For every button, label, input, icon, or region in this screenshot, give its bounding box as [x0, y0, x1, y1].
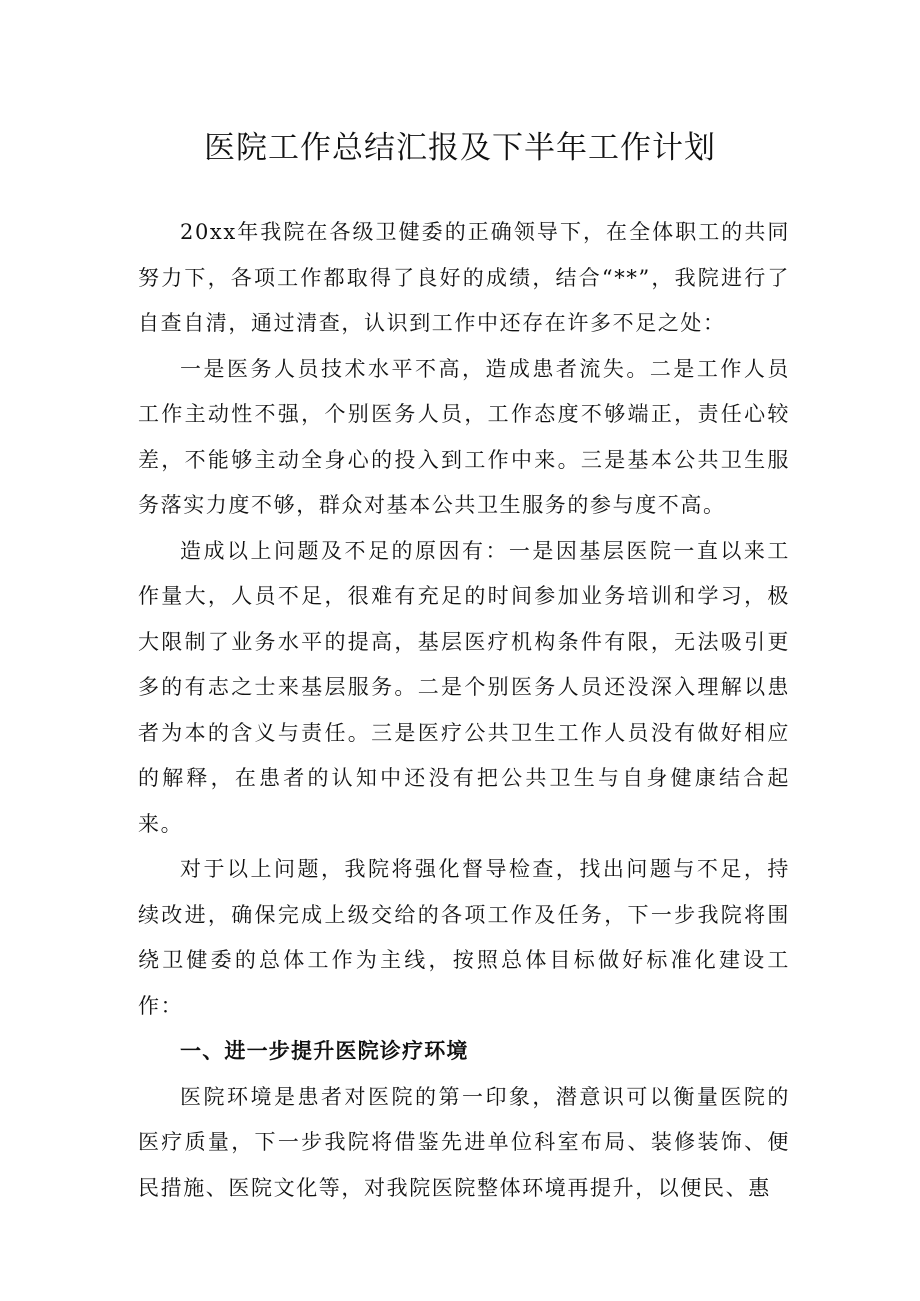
document-body: [138, 210, 790, 1211]
section-heading: 一、进一步提升医院诊疗环境: [180, 1039, 469, 1063]
causes-paragraph: 造成以上问题及不足的原因有：一是因基层医院一直以来工作量大，人员不足，很难有充足的时间参加业务培训和学习，极大限制了业务水平的提高，基层医疗机构条件有限，无法吸引更多的有志之士来基层服务。二是个别医务人员还没深入理解以患者为本的含义与责任。三是医疗公共卫生工作人员没有做好相应的解释，在患者的认知中还没有把公共卫生与自身健康结合起来。: [138, 538, 790, 836]
plan-paragraph: 对于以上问题，我院将强化督导检查，找出问题与不足，持续改进，确保完成上级交给的各项工作及任务，下一步我院将围绕卫健委的总体工作为主线，按照总体目标做好标准化建设工作：: [138, 857, 790, 1018]
document-title: 医院工作总结汇报及下半年工作计划: [204, 130, 716, 166]
problems-paragraph: 一是医务人员技术水平不高，造成患者流失。二是工作人员工作主动性不强，个别医务人员，工作态度不够端正，责任心较差，不能够主动全身心的投入到工作中来。三是基本公共卫生服务落实力度不够，群众对基本公共卫生服务的参与度不高。: [138, 356, 790, 517]
section-paragraph: 医院环境是患者对医院的第一印象，潜意识可以衡量医院的医疗质量，下一步我院将借鉴先进单位科室布局、装修装饰、便民措施、医院文化等，对我院医院整体环境再提升，以便民、惠: [138, 1084, 790, 1200]
intro-paragraph: 20xx年我院在各级卫健委的正确领导下，在全体职工的共同努力下，各项工作都取得了良好的成绩，结合“**”，我院进行了自查自清，通过清查，认识到工作中还存在许多不足之处：: [138, 220, 790, 335]
